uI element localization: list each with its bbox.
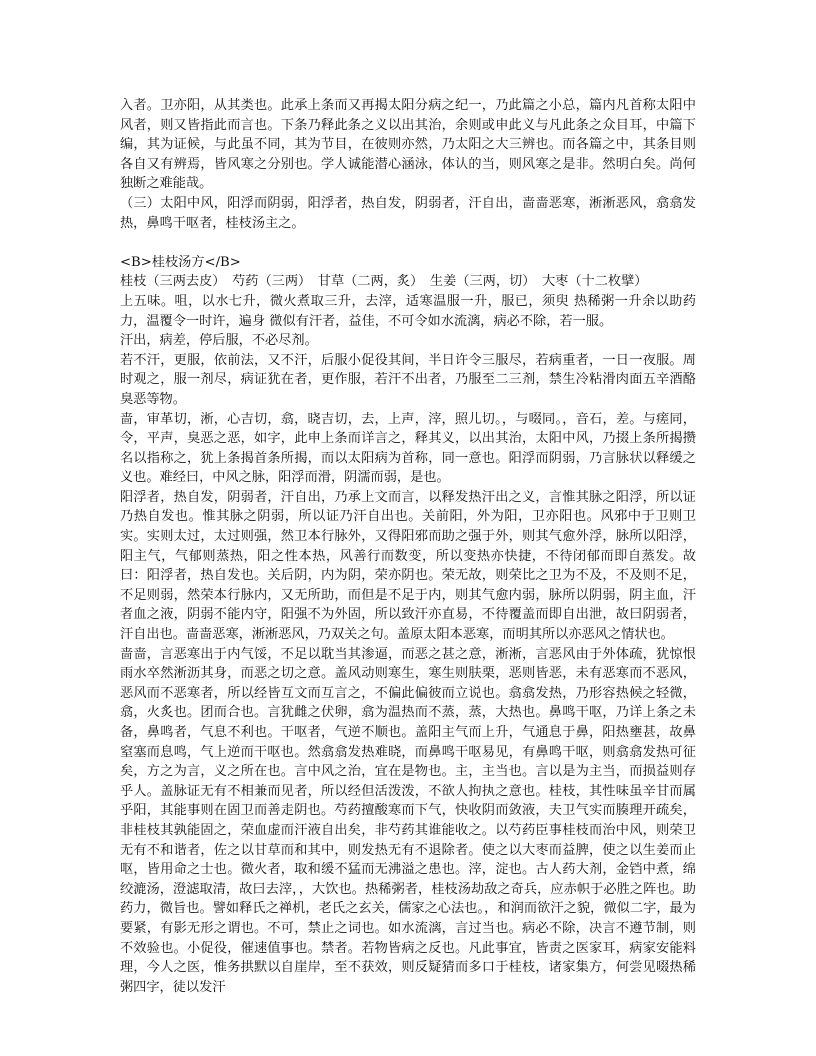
document-page <box>120 96 696 997</box>
formula-heading: <B>桂枝汤方</B> <box>120 254 241 270</box>
paragraph-stop-dosing: 汗出，病差，停后服，不必尽剂。 <box>120 333 318 349</box>
paragraph-pulse-explanation: 阳浮者，热自发，阴弱者，汗自出，乃承上文而言，以释发热汗出之义，言惟其脉之阳浮，所以证乃热自发也。惟其脉之阴弱，所以证乃汗自出也。关前阳，外为阳，卫亦阳也。风邪中于卫则卫实。实则太过，太过则强，然卫本行脉外，又得阳邪而助之强于外，则其气愈外浮，脉所以阳浮，阳主气，气郁则蒸热，阳之性本热，风善行而数变，所以变热亦快捷，不待闭郁而即自蒸发。故曰：阳浮者，热自发也。关后阴，内为阴，荣亦阴也。荣无故，则荣比之卫为不及，不及则不足，不足则弱，然荣本行脉内，又无所助，而但是不足于内，则其气愈内弱，脉所以阴弱，阴主血，汗者血之液，阴弱不能内守，阳强不为外固，所以致汗亦直易，不待覆盖而即自出泄，故曰阴弱者，汗自出也。啬啬恶寒，淅淅恶风，乃双关之句。盖原太阳本恶寒，而明其所以亦恶风之情状也。 <box>120 489 696 643</box>
paragraph-repeat-dosing: 若不汗，更服，依前法，又不汗，后服小促役其间，半日许令三服尽，若病重者，一日一夜服。周时观之，服一剂尽，病证犹在者，更作服，若汗不出者，乃服至二三剂，禁生冷粘滑肉面五辛酒酪臭恶等物。 <box>120 352 696 407</box>
paragraph-pronunciation-notes: 啬，审革切，淅，心吉切，翕，晓吉切，去，上声，滓，照儿切。，与啜同。，音石，差。与瘥同，令，平声，臭恶之恶，如字，此申上条而详言之，释其义，以出其治，太阳中风，乃掇上条所揭攒名以指称之，犹上条揭首条所揭，而以太阳病为首称，同一意也。阳浮而阴弱，乃言脉状以释缓之义也。难经曰，中风之脉，阳浮而滑，阴濡而弱，是也。 <box>120 411 696 486</box>
paragraph-symptom-explanation: 啬啬，言恶寒出于内气馁，不足以耽当其渗逼，而恶之甚之意，淅淅，言恶风由于外体疏，犹惊恨雨水卒然淅沥其身，而恶之切之意。盖风动则寒生，寒生则肤栗，恶则皆恶，未有恶寒而不恶风，恶风而不恶寒者，所以经皆互文而互言之，不偏此偏彼而立说也。翕翕发热，乃形容热候之轻微，翕，火炙也。团而合也。言犹雌之伏卵，翕为温热而不蒸，蒸，大热也。鼻鸣干呕，乃详上条之未备，鼻鸣者，气息不利也。干呕者，气逆不顺也。盖阳主气而上升，气通息于鼻，阳热壅甚，故鼻窒塞而息鸣，气上逆而干呕也。然翕翕发热难晓，而鼻鸣干呕易见，有鼻鸣干呕，则翕翕发热可征矣，方之为言，义之所在也。言中风之治，宜在是物也。主，主当也。言以是为主当，而损益则存乎人。盖脉证无有不相兼而见者，所以经但活泼泼，不欲人拘执之意也。桂枝，其性味虽辛甘而属乎阳，其能事则在固卫而善走阴也。芍药擅酸寒而下气，快收阴而敛液，夫卫气实而腠理开疏矣，非桂枝其孰能固之，荣血虚而汗液自出矣，非芍药其谁能收之。以芍药臣事桂枝而治中风，则荣卫无有不和谐者，佐之以甘草而和其中，则发热无有不退除者。使之以大枣而益脾，使之以生姜而止呕，皆用命之士也。微火者，取和缓不猛而无沸溢之患也。滓，淀也。古人药大剂，金铛中煮，绵绞漉汤，澄滤取清，故曰去滓，，大饮也。热稀粥者，桂枝汤劫敌之奇兵，应赤帜于必胜之阵也。助药力，微旨也。譬如释氏之禅机，老氏之玄关，儒家之心法也。，和润而欲汗之貌，微似二字，最为要紧，有影无形之谓也。不可，禁止之词也。如水流漓，言过当也。病必不除，决言不遵节制，则不效验也。小促役，催速值事也。禁者。若物皆病之反也。凡此事宜，皆责之医家耳，病家安能料理，今人之医，惟务拱默以自崖岸，至不获效，则反疑猜而多口于桂枝，诸家集方，何尝见啜热稀粥四字，徒以发汗 <box>120 646 696 995</box>
formula-ingredients: 桂枝（三两去皮） 芍药（三两） 甘草（二两，炙） 生姜（三两，切） 大枣（十二枚擘） <box>120 274 648 290</box>
paragraph-commentary-intro: 入者。卫亦阳，从其类也。此承上条而又再揭太阳分病之纪一，乃此篇之小总，篇内凡首称太阳中风者，则又皆指此而言也。下条乃释此条之义以出其治，余则或申此义与凡此条之众目耳，中篇下编，其为证候，与此虽不同，其为节目，在彼则亦然，乃太阳之大三辨也。而各篇之中，其条目则各自又有辨焉，皆风寒之分别也。学人诚能潜心涵泳，体认的当，则风寒之是非。然明白矣。尚何独断之难能哉。 <box>120 98 696 192</box>
blank-line <box>120 233 696 253</box>
paragraph-preparation: 上五味。咀，以水七升，微火煮取三升，去滓，适寒温服一升，服已，须臾 热稀粥一升余以助药力，温覆令一时许，遍身 微似有汗者，益佳，不可令如水流漓，病必不除，若一服。 <box>120 293 696 329</box>
paragraph-clause-three: （三）太阳中风，阳浮而阴弱，阳浮者，热自发，阴弱者，汗自出，啬啬恶寒，淅淅恶风，翕翕发热，鼻鸣干呕者，桂枝汤主之。 <box>120 195 696 231</box>
